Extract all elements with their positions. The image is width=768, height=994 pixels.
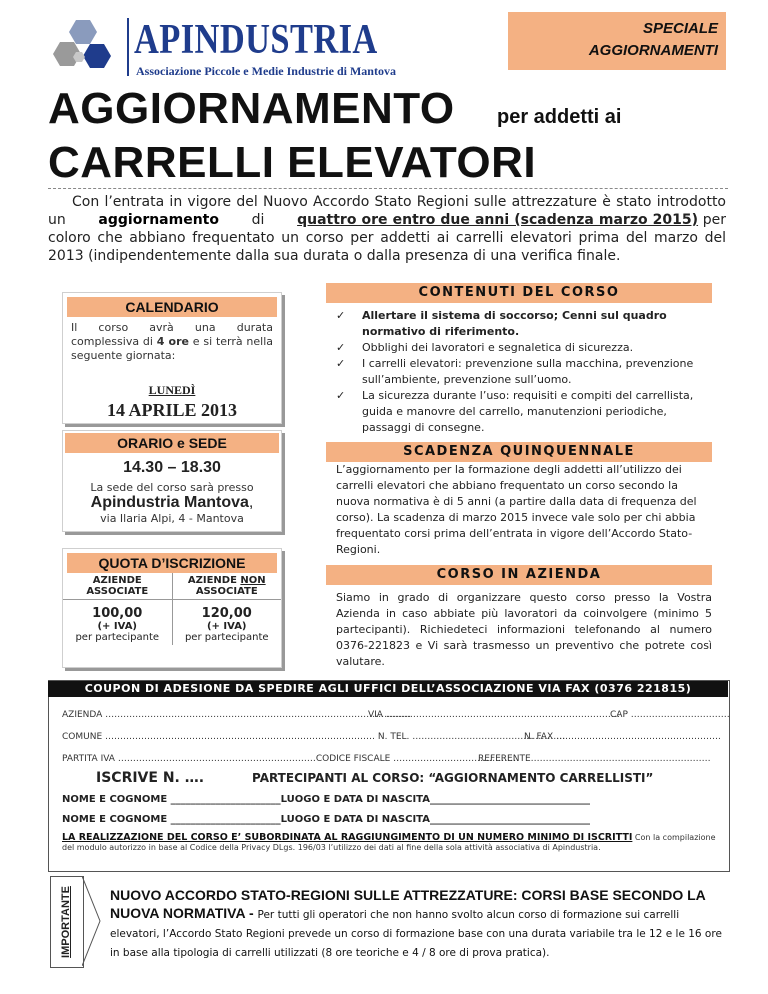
coupon-fax-field[interactable]: N. FAX ……………………………………………….	[524, 732, 721, 742]
importante-title: NUOVO ACCORDO STATO-REGIONI SULLE ATTREZZATURE: CORSI BASE SECONDO LA NUOVA NORMATIVA -	[110, 887, 706, 921]
intro-bold: aggiornamento	[98, 212, 219, 228]
quota-col1-price-cell	[63, 600, 172, 646]
orario-box	[62, 430, 282, 532]
calendario-box	[62, 292, 282, 424]
brand-name: APINDUSTRIA	[134, 17, 378, 63]
intro-text-1: Con l’entrata in vigore del Nuovo Accordo Stato Regioni sulle attrezzature è stato introdotto un	[48, 194, 726, 228]
orario-address: via Ilaria Alpi, 4 - Mantova	[100, 512, 244, 525]
contenuti-list	[336, 308, 712, 436]
importante-text: Per tutti gli operatori che non hanno svolto alcun corso di formazione sui carrelli elevatori, l’Accordo Stato Regioni prevede un corso di formazione base con una durata variabile tra le 12 e le 16 ore in base alla tipologia di carrelli utilizzati (8 ore teoriche e 4 / 8 ore di prova pratica).	[110, 909, 722, 959]
contenuti-item	[336, 356, 712, 388]
contenuti-item	[336, 388, 712, 436]
orario-venue-comma: ,	[248, 494, 254, 511]
quota-price-row	[63, 600, 281, 646]
azienda-heading: CORSO IN AZIENDA	[326, 565, 712, 585]
calendario-text	[63, 317, 281, 367]
scadenza-heading: SCADENZA QUINQUENNALE	[326, 442, 712, 462]
check-icon: ✓	[336, 309, 346, 322]
contenuti-item-text: La sicurezza durante l’uso: requisiti e compiti del carrellista, guida e manovre del carrello, manutenzioni periodiche, passaggi di consegne.	[362, 389, 694, 434]
brand-subtitle: Associazione Piccole e Medie Industrie di Mantova	[136, 64, 396, 78]
quota-heading: QUOTA D’ISCRIZIONE	[67, 553, 277, 573]
calendario-hours: 4 ore	[156, 335, 189, 348]
title-line1-suffix: per addetti ai	[497, 106, 622, 128]
coupon-referente-field[interactable]: REFERENTE……………………………………………………	[478, 754, 711, 764]
quota-col2-head	[172, 573, 281, 600]
orario-venue: Apindustria Mantova	[90, 494, 249, 511]
arrow-icon	[82, 876, 102, 966]
quota-col1-head2: ASSOCIATE	[86, 586, 149, 597]
speciale-badge	[508, 12, 726, 70]
speciale-line1: SPECIALE	[642, 20, 718, 37]
azienda-text: Siamo in grado di organizzare questo corso presso la Vostra Azienda in caso abbiate più lavoratori da coinvolgere (minimo 5 partecipanti). Richiedeteci informazioni telefonando al numero 0376-221823 e Vi sarà trasmesso un preventivo che potrete così valutare.	[336, 591, 712, 668]
check-icon: ✓	[336, 341, 346, 354]
quota-col1-price: 100,00	[92, 606, 143, 621]
speciale-line2: AGGIORNAMENTI	[588, 42, 718, 59]
intro-paragraph	[48, 193, 726, 265]
intro-text-3: per coloro che abbiano frequentato un corso per addetti ai carrelli elevatori prima del marzo del 2013 (indipendentemente dalla sua durata o dalla presenza di una verifica finale.	[48, 212, 726, 264]
coupon-nome-field-2[interactable]: NOME E COGNOME ______________________LUOGO E DATA DI NASCITA________________________________	[62, 814, 590, 825]
coupon-comune-tel-field[interactable]: COMUNE ……………………………………………………………………………… N. TEL. ……………………………………………	[62, 732, 566, 742]
coupon-note-text: Con la compilazione del modulo autorizzo in base al Codice della Privacy DLgs. 196/03 l’utilizzo dei dati al fine della sola attività associativa di Apindustria.	[62, 833, 716, 852]
calendario-heading: CALENDARIO	[67, 297, 277, 317]
contenuti-item	[336, 340, 712, 356]
quota-col1-per: per partecipante	[75, 632, 160, 643]
intro-underline: quattro ore entro due anni (scadenza marzo 2015)	[297, 212, 699, 228]
check-icon: ✓	[336, 357, 346, 370]
coupon-cap-field[interactable]: CAP ……………………………	[610, 710, 730, 720]
quota-col1-head	[63, 573, 172, 600]
coupon-iscrive[interactable]: ISCRIVE N. ….	[96, 770, 205, 786]
orario-sede-intro: La sede del corso sarà presso	[90, 481, 254, 494]
coupon-note	[62, 833, 722, 853]
quota-table	[63, 573, 281, 645]
calendario-date: 14 APRILE 2013	[106, 400, 238, 420]
brand-divider	[127, 18, 129, 76]
quota-col2-price-cell	[172, 600, 281, 646]
contenuti-item-text: I carrelli elevatori: prevenzione sulla macchina, prevenzione sull’ambiente, prevenzione sull’uomo.	[362, 357, 694, 386]
contenuti-item-text: Obblighi dei lavoratori e segnaletica di sicurezza.	[362, 341, 634, 354]
orario-heading: ORARIO e SEDE	[65, 433, 279, 453]
apindustria-logo-icon	[46, 18, 124, 78]
scadenza-text: L’aggiornamento per la formazione degli addetti all’utilizzo dei carrelli elevatori che abbiano frequentato un corso secondo la nuova normativa è di 5 anni (a partire dalla data di frequenza del corso). La scadenza di marzo 2015 invece vale solo per chi abbia frequentato corsi prima dell’entrata in vigore dell’Accordo Stato-Regioni.	[336, 463, 697, 556]
calendario-text-b: e si terrà nella seguente giornata:	[71, 335, 274, 362]
quota-col2-head2: ASSOCIATE	[195, 586, 258, 597]
quota-col1-head1: AZIENDE	[92, 575, 142, 586]
importante-block	[110, 886, 726, 961]
quota-col1-iva: (+ IVA)	[97, 621, 138, 632]
quota-header-row	[63, 573, 281, 600]
coupon-via-field[interactable]: VIA ……………………………………………………………………	[368, 710, 620, 720]
quota-col2-per: per partecipante	[184, 632, 269, 643]
coupon-azienda-field[interactable]: AZIENDA …………………………………………………………………………………………	[62, 710, 412, 720]
coupon-heading: COUPON DI ADESIONE DA SPEDIRE AGLI UFFICI DELL’ASSOCIAZIONE VIA FAX (0376 221815)	[48, 681, 728, 697]
quota-box	[62, 548, 282, 668]
calendario-text-a: Il corso avrà una durata complessiva di	[71, 321, 273, 348]
check-icon: ✓	[336, 389, 346, 402]
coupon-partecipanti: PARTECIPANTI AL CORSO: “AGGIORNAMENTO CARRELLISTI”	[252, 771, 654, 785]
quota-col2-price: 120,00	[201, 606, 252, 621]
calendario-day: LUNEDÌ	[148, 383, 196, 397]
coupon-note-bold: LA REALIZZAZIONE DEL CORSO E’ SUBORDINATA AL RAGGIUNGIMENTO DI UN NUMERO MINIMO DI ISCRITTI	[62, 832, 633, 843]
title-line1: AGGIORNAMENTO	[48, 84, 455, 133]
contenuti-item	[336, 308, 712, 340]
contenuti-item-text: Allertare il sistema di soccorso; Cenni sul quadro normativo di riferimento.	[362, 309, 667, 338]
contenuti-heading: CONTENUTI DEL CORSO	[326, 283, 712, 303]
coupon-nome-field-1[interactable]: NOME E COGNOME ______________________LUOGO E DATA DI NASCITA________________________________	[62, 794, 590, 805]
intro-text-2: di	[251, 212, 265, 228]
coupon-piva-cf-field[interactable]: PARTITA IVA …………………………………………………………CODICE FISCALE ……………………………………	[62, 754, 520, 764]
title-divider	[48, 188, 728, 189]
title-line2: CARRELLI ELEVATORI	[48, 138, 537, 187]
quota-col2-head1a: AZIENDE	[187, 575, 241, 586]
orario-venue-line	[63, 494, 281, 512]
quota-col2-head1b: NON	[240, 575, 266, 586]
quota-col2-iva: (+ IVA)	[206, 621, 247, 632]
importante-label: IMPORTANTE	[60, 886, 72, 958]
orario-time: 14.30 – 18.30	[123, 459, 221, 476]
